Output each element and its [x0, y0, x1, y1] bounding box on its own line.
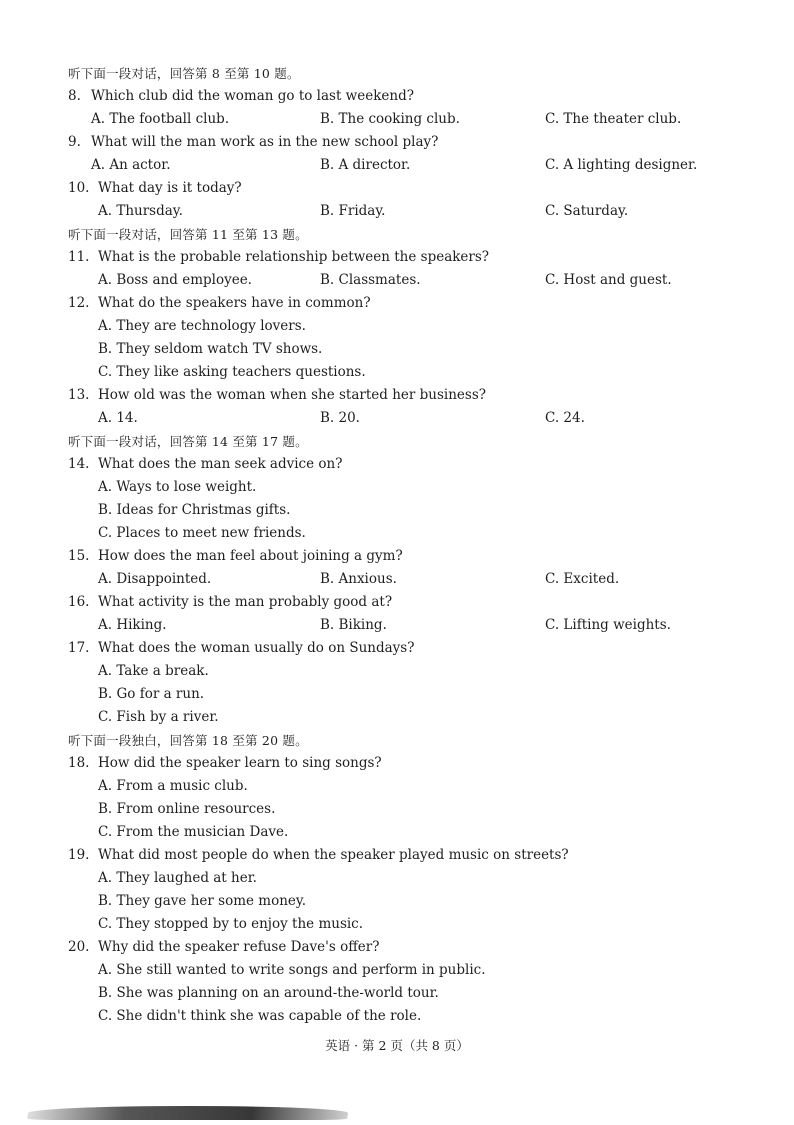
option-row: [0, 154, 794, 177]
option-c: C. Fish by a river.: [98, 709, 219, 725]
option-c: C. They like asking teachers questions.: [98, 364, 366, 380]
question-stem: [0, 384, 794, 407]
question-stem: [0, 85, 794, 108]
option-row: [0, 499, 794, 522]
option-row: [0, 361, 794, 384]
option-row: [0, 867, 794, 890]
option-b: B. Go for a run.: [98, 686, 205, 702]
section-heading-text: 听下面一段独白，回答第 18 至第 20 题。: [68, 733, 308, 748]
option-row: [0, 108, 794, 131]
question-text: What does the woman usually do on Sundays?: [98, 640, 415, 656]
option-a: A. They laughed at her.: [98, 870, 257, 886]
option-b: B. Biking.: [320, 617, 387, 633]
option-a: A. The football club.: [91, 111, 230, 127]
question-text: What activity is the man probably good at?: [98, 594, 393, 610]
option-b: B. Classmates.: [320, 272, 421, 288]
option-row: [0, 476, 794, 499]
question-text: What day is it today?: [98, 180, 242, 196]
option-row: [0, 269, 794, 292]
option-row: [0, 522, 794, 545]
question-stem: [0, 545, 794, 568]
section-heading: [0, 430, 794, 453]
option-row: [0, 913, 794, 936]
question-number: 18.: [68, 755, 90, 771]
question-text: What will the man work as in the new school play?: [91, 134, 439, 150]
option-a: A. Disappointed.: [98, 571, 212, 587]
option-b: B. The cooking club.: [320, 111, 460, 127]
question-stem: [0, 752, 794, 775]
question-number: 17.: [68, 640, 90, 656]
question-number: 8.: [68, 88, 81, 104]
question-text: What do the speakers have in common?: [98, 295, 371, 311]
option-row: [0, 315, 794, 338]
option-a: A. She still wanted to write songs and perform in public.: [98, 962, 486, 978]
question-stem: [0, 637, 794, 660]
question-number: 15.: [68, 548, 90, 564]
option-a: A. 14.: [98, 410, 138, 426]
scan-smudge: [27, 1106, 349, 1120]
question-stem: [0, 131, 794, 154]
option-row: [0, 200, 794, 223]
question-text: What did most people do when the speaker played music on streets?: [98, 847, 569, 863]
option-b: B. Anxious.: [320, 571, 397, 587]
option-c: C. Host and guest.: [545, 272, 672, 288]
question-stem: [0, 177, 794, 200]
question-number: 20.: [68, 939, 90, 955]
question-number: 16.: [68, 594, 90, 610]
question-number: 11.: [68, 249, 90, 265]
section-heading: [0, 223, 794, 246]
option-row: [0, 407, 794, 430]
option-b: B. Ideas for Christmas gifts.: [98, 502, 291, 518]
option-b: B. A director.: [320, 157, 411, 173]
option-row: [0, 660, 794, 683]
option-row: [0, 890, 794, 913]
option-row: [0, 959, 794, 982]
option-row: [0, 338, 794, 361]
question-text: How old was the woman when she started her business?: [98, 387, 486, 403]
option-c: C. Places to meet new friends.: [98, 525, 306, 541]
section-heading-text: 听下面一段对话，回答第 14 至第 17 题。: [68, 434, 308, 449]
question-number: 10.: [68, 180, 90, 196]
option-c: C. From the musician Dave.: [98, 824, 289, 840]
option-c: C. Excited.: [545, 571, 620, 587]
option-a: A. Boss and employee.: [98, 272, 252, 288]
option-c: C. The theater club.: [545, 111, 682, 127]
section-heading: [0, 729, 794, 752]
question-stem: [0, 844, 794, 867]
page-footer: 英语 · 第 2 页（共 8 页）: [325, 1038, 469, 1053]
option-a: A. Thursday.: [98, 203, 183, 219]
section-heading: [0, 62, 794, 85]
option-a: A. An actor.: [91, 157, 171, 173]
question-stem: [0, 936, 794, 959]
question-number: 13.: [68, 387, 90, 403]
option-c: C. They stopped by to enjoy the music.: [98, 916, 364, 932]
option-row: [0, 683, 794, 706]
option-b: B. Friday.: [320, 203, 386, 219]
section-heading-text: 听下面一段对话，回答第 8 至第 10 题。: [68, 66, 300, 81]
option-row: [0, 982, 794, 1005]
question-stem: [0, 246, 794, 269]
option-c: C. Saturday.: [545, 203, 629, 219]
question-number: 12.: [68, 295, 90, 311]
question-number: 14.: [68, 456, 90, 472]
option-a: A. Ways to lose weight.: [98, 479, 257, 495]
question-text: Why did the speaker refuse Dave's offer?: [98, 939, 380, 955]
option-row: [0, 1005, 794, 1028]
question-stem: [0, 292, 794, 315]
question-text: What does the man seek advice on?: [98, 456, 343, 472]
option-row: [0, 706, 794, 729]
option-row: [0, 821, 794, 844]
question-stem: [0, 591, 794, 614]
option-row: [0, 798, 794, 821]
question-text: Which club did the woman go to last weekend?: [91, 88, 414, 104]
option-a: A. Hiking.: [98, 617, 167, 633]
option-row: [0, 568, 794, 591]
question-text: What is the probable relationship between the speakers?: [98, 249, 490, 265]
question-text: How does the man feel about joining a gym?: [98, 548, 403, 564]
option-b: B. From online resources.: [98, 801, 276, 817]
question-text: How did the speaker learn to sing songs?: [98, 755, 382, 771]
option-row: [0, 614, 794, 637]
option-c: C. Lifting weights.: [545, 617, 671, 633]
option-a: A. From a music club.: [98, 778, 248, 794]
option-row: [0, 775, 794, 798]
option-a: A. They are technology lovers.: [98, 318, 306, 334]
option-b: B. They seldom watch TV shows.: [98, 341, 323, 357]
question-number: 9.: [68, 134, 81, 150]
option-c: C. She didn't think she was capable of the role.: [98, 1008, 422, 1024]
section-heading-text: 听下面一段对话，回答第 11 至第 13 题。: [68, 227, 308, 242]
option-a: A. Take a break.: [98, 663, 209, 679]
question-number: 19.: [68, 847, 90, 863]
option-b: B. They gave her some money.: [98, 893, 307, 909]
question-stem: [0, 453, 794, 476]
option-b: B. She was planning on an around-the-world tour.: [98, 985, 439, 1001]
option-c: C. A lighting designer.: [545, 157, 698, 173]
option-c: C. 24.: [545, 410, 585, 426]
option-b: B. 20.: [320, 410, 360, 426]
